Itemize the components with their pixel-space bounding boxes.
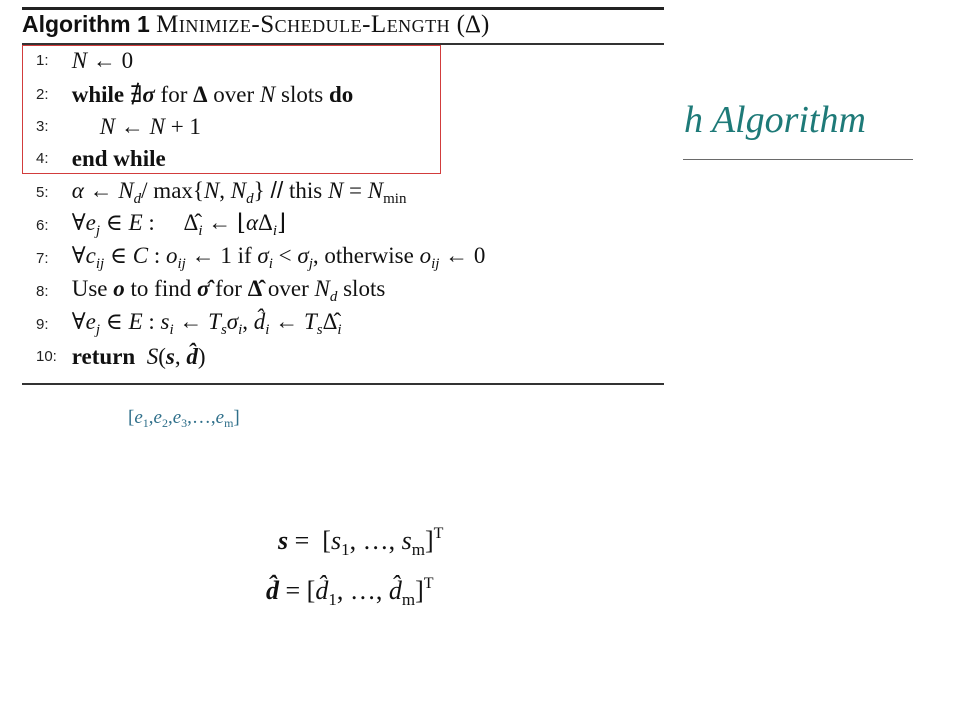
durations-equation: d̂ = [$d̂_1$, …, $d̂_m]^T$ — [266, 575, 434, 609]
text-slots: slots — [281, 81, 324, 107]
seq-sub: m — [224, 416, 234, 430]
line-number: 2: — [36, 86, 49, 104]
line-code: while ∄σ for Δ over N slots do — [71, 81, 354, 107]
seq-sub: 1 — [142, 416, 149, 430]
line-number: 4: — [36, 150, 49, 168]
line-number: 10: — [36, 348, 57, 366]
text-for: for — [160, 81, 188, 107]
text-slots: slots — [343, 276, 386, 301]
eq-equals: = — [285, 576, 301, 605]
text-otherwise: otherwise — [324, 243, 414, 268]
heading-underline — [683, 159, 913, 160]
algorithm-bottom-rule — [22, 383, 664, 385]
algorithm-line-10 — [22, 342, 206, 376]
keyword-return: return — [71, 343, 136, 369]
seq-e: e — [134, 407, 143, 428]
algorithm-line-9 — [22, 309, 342, 343]
algorithm-top-rule — [22, 7, 664, 10]
eq-dots: … — [362, 526, 389, 555]
line-number: 8: — [36, 282, 49, 300]
eq-transpose: T — [433, 525, 444, 542]
text-this: this — [288, 178, 323, 203]
algorithm-number: Algorithm 1 — [22, 11, 150, 37]
algorithm-line-7 — [22, 243, 485, 277]
line-number: 7: — [36, 249, 49, 267]
line-number: 6: — [36, 216, 49, 234]
eq-sub: 1 — [328, 590, 337, 609]
eq-transpose: T — [423, 575, 434, 592]
highlight-box — [22, 45, 441, 174]
line-code: α ← $N_d/$ max{N, $N_d$} // this $N = N_{min}$ — [71, 177, 407, 207]
algorithm-line-8 — [22, 276, 385, 310]
eq-sub: m — [401, 590, 416, 609]
line-number: 9: — [36, 315, 49, 333]
line-code: $\forall e_j$ ∈ E : $\Deltâ_i$ ← $⌊\alpha\Delta_i⌋$ — [71, 210, 286, 239]
seq-e: e — [153, 407, 162, 428]
seq-e: e — [172, 407, 182, 428]
line-code: Use o to find σ̂ for Δ̂ over $N_d$ slots — [71, 276, 386, 305]
algorithm-name: Minimize-Schedule-Length — [156, 11, 451, 38]
text-to-find: to find — [130, 276, 192, 301]
eq-term: d̂ — [315, 576, 329, 605]
keyword-while: while — [71, 81, 125, 107]
eq-dots: … — [349, 576, 376, 605]
comment-mark: // — [270, 177, 284, 203]
slide-heading: h Algorithm — [684, 99, 866, 141]
line-code: $\forall e_j$ ∈ E : $s_i$ ← $T_s\sigma_i$, $d̂_i$ ← $T_s\Deltâ_i$ — [71, 309, 342, 338]
line-code: $\forall c_{ij}$ ∈ C : $o_{ij}$ ← 1 if $\sigma_i < \sigma_j$, otherwise $o_{ij}$ ← 0 — [71, 243, 486, 272]
algorithm-title — [22, 11, 489, 39]
seq-sub: 3 — [181, 416, 188, 430]
start-times-equation: $s = [s_1$, …, $s_m]^T$ — [278, 525, 444, 559]
eq-sub: 1 — [341, 540, 350, 559]
seq-e: e — [215, 407, 225, 428]
eq-term: s — [401, 526, 412, 555]
bracket-open: [ — [128, 407, 135, 428]
line-code: N ← N + 1 — [99, 113, 201, 139]
eq-lhs: s — [278, 526, 289, 555]
eq-equals: = — [294, 526, 310, 555]
algorithm-line-5 — [22, 177, 406, 211]
text-for: for — [215, 276, 242, 301]
text-use: Use — [71, 276, 108, 301]
eq-term: d̂ — [388, 576, 402, 605]
algorithm-argument: (Δ) — [456, 11, 490, 38]
text-if: if — [237, 243, 252, 268]
line-number: 5: — [36, 184, 49, 201]
line-code: N ← 0 — [71, 47, 134, 73]
text-over: over — [213, 81, 255, 107]
seq-sub: 2 — [161, 416, 168, 430]
line-number: 3: — [36, 118, 49, 136]
line-code: return S(s, d̂) — [71, 343, 206, 369]
algorithm-line-6 — [22, 210, 286, 244]
seq-dots: … — [191, 407, 211, 428]
text-over: over — [267, 276, 309, 301]
bracket-close: ] — [233, 407, 240, 428]
eq-sub: m — [411, 540, 425, 559]
keyword-end-while: end while — [71, 145, 166, 171]
eq-term: s — [330, 526, 342, 555]
eq-lhs: d̂ — [266, 576, 279, 605]
line-number: 1: — [36, 52, 49, 70]
keyword-do: do — [328, 81, 354, 107]
event-sequence: $[e_1,e_2,e_3,\dots,e_m]$ — [128, 407, 240, 430]
